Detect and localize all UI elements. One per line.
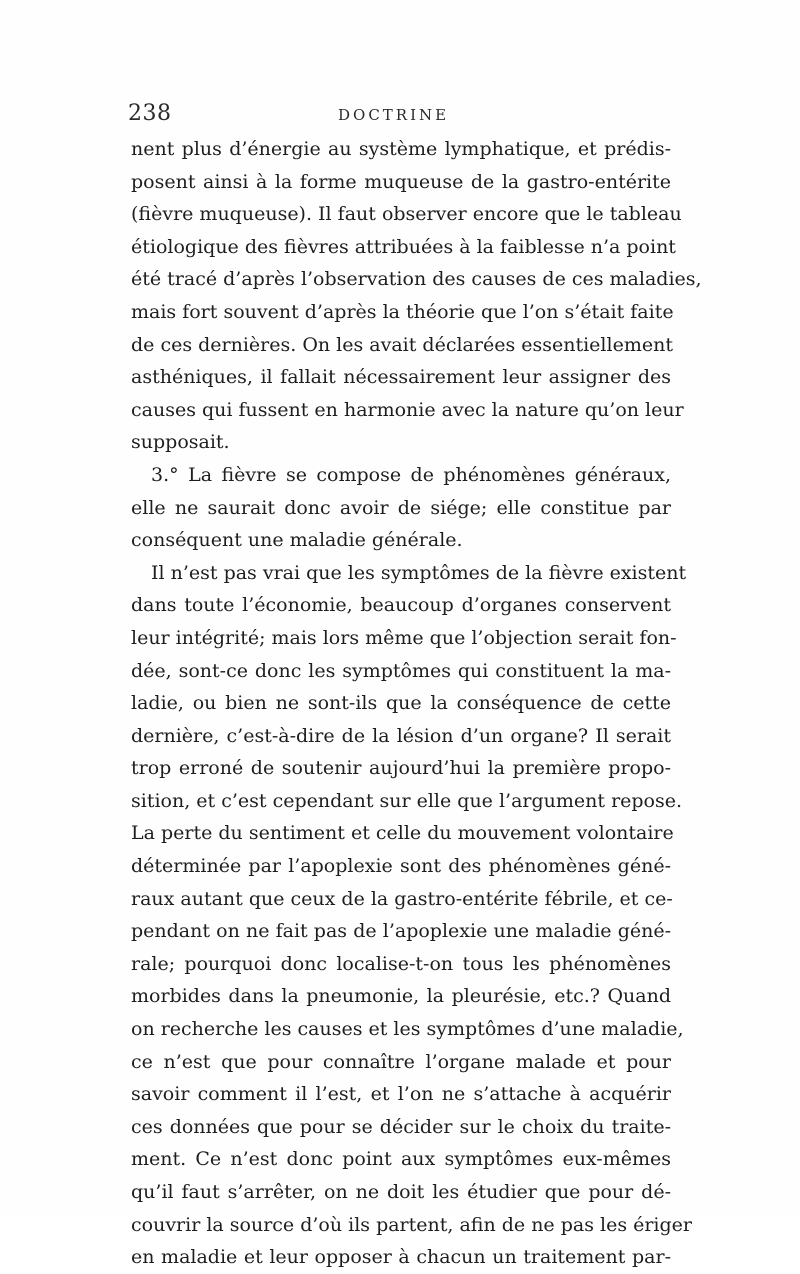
- page-number: 238: [128, 101, 172, 126]
- text-line: (fièvre muqueuse). Il faut observer encore que le tableau: [131, 203, 682, 226]
- text-line: étiologique des fièvres attribuées à la faiblesse n’a point: [131, 235, 676, 258]
- text-line: dernière, c’est-à-dire de la lésion d’un organe? Il serait: [131, 724, 671, 747]
- text-line: conséquent une maladie générale.: [131, 529, 463, 552]
- text-line: La perte du sentiment et celle du mouvement volontaire: [131, 822, 674, 845]
- text-line: dans toute l’économie, beaucoup d’organes conservent: [131, 594, 671, 617]
- text-line: elle ne saurait donc avoir de siége; elle constitue par: [131, 496, 671, 519]
- text-line: morbides dans la pneumonie, la pleurésie, etc.? Quand: [131, 985, 671, 1008]
- text-line: dée, sont-ce donc les symptômes qui constituent la ma-: [131, 659, 671, 682]
- text-line: ce n’est que pour connaître l’organe malade et pour: [131, 1050, 671, 1073]
- text-line: sition, et c’est cependant sur elle que l’argument repose.: [131, 789, 683, 812]
- text-line: mais fort souvent d’après la théorie que l’on s’était faite: [131, 300, 674, 323]
- text-line: raux autant que ceux de la gastro-entérite fébrile, et ce-: [131, 887, 673, 910]
- text-line: ladie, ou bien ne sont-ils que la conséquence de cette: [131, 692, 671, 715]
- text-line: ces données que pour se décider sur le choix du traite-: [131, 1115, 671, 1138]
- text-line: pendant on ne fait pas de l’apoplexie une maladie géné-: [131, 920, 671, 943]
- text-line: été tracé d’après l’observation des causes de ces maladies,: [131, 268, 702, 291]
- text-line: Il n’est pas vrai que les symptômes de la fièvre existent: [151, 561, 687, 584]
- text-line: ment. Ce n’est donc point aux symptômes eux-mêmes: [131, 1148, 671, 1171]
- text-line: de ces dernières. On les avait déclarées essentiellement: [131, 333, 673, 356]
- body-text: [131, 133, 702, 1274]
- text-line: nent plus d’énergie au système lymphatique, et prédis-: [131, 138, 671, 160]
- page-header: [128, 101, 668, 131]
- text-line: couvrir la source d’où ils partent, afin de ne pas les ériger: [131, 1213, 693, 1236]
- text-line: posent ainsi à la forme muqueuse de la gastro-entérite: [131, 170, 671, 193]
- text-line: rale; pourquoi donc localise-t-on tous les phénomènes: [131, 952, 671, 975]
- text-line: 3.° La fièvre se compose de phénomènes généraux,: [151, 463, 671, 486]
- text-line: supposait.: [131, 431, 230, 454]
- text-line: on recherche les causes et les symptômes d’une maladie,: [131, 1018, 684, 1041]
- text-line: asthéniques, il fallait nécessairement leur assigner des: [131, 366, 671, 389]
- text-line: leur intégrité; mais lors même que l’objection serait fon-: [131, 626, 677, 649]
- text-line: savoir comment il l’est, et l’on ne s’attache à acquérir: [131, 1083, 671, 1106]
- running-head: DOCTRINE: [338, 106, 450, 124]
- text-line: déterminée par l’apoplexie sont des phénomènes géné-: [131, 855, 671, 878]
- text-line: qu’il faut s’arrêter, on ne doit les étudier que pour dé-: [131, 1181, 671, 1203]
- text-line: causes qui fussent en harmonie avec la nature qu’on leur: [131, 398, 684, 421]
- text-line: en maladie et leur opposer à chacun un traitement par-: [131, 1246, 671, 1269]
- text-line: trop erroné de soutenir aujourd’hui la première propo-: [131, 757, 671, 780]
